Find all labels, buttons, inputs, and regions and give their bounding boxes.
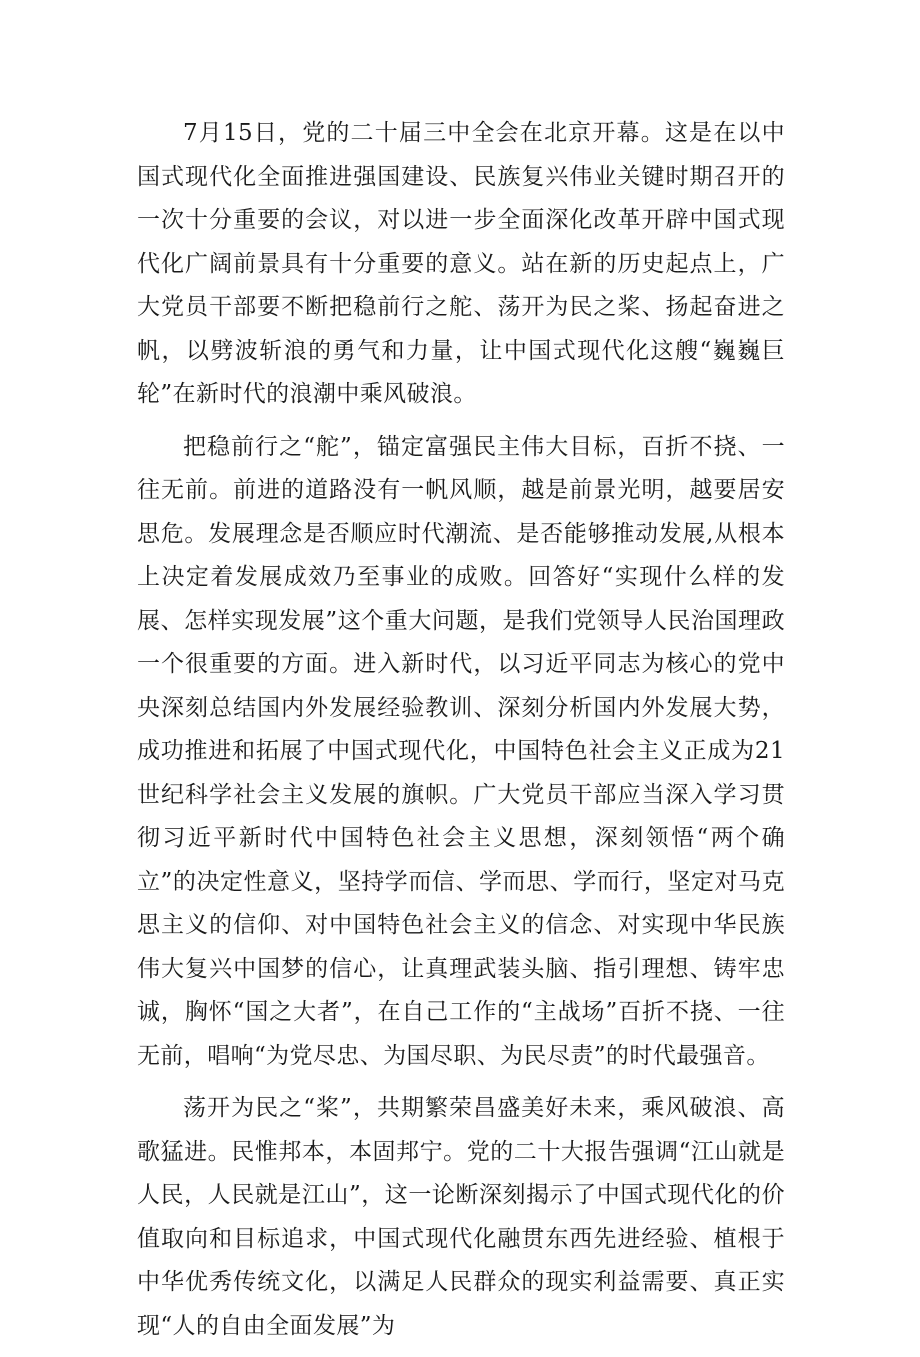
paragraph-3: 荡开为民之“桨”，共期繁荣昌盛美好未来，乘风破浪、高歌猛进。民惟邦本，本固邦宁。党的二十大报告强调“江山就是人民，人民就是江山”，这一论断深刻揭示了中国式现代化的价值取向和目标追求，中国式现代化融贯东西先进经验、植根于中华优秀传统文化，以满足人民群众的现实利益需要、真正实现“人的自由全面发展”为 <box>137 1095 785 1339</box>
paragraph-2: 把稳前行之“舵”，锚定富强民主伟大目标，百折不挠、一往无前。前进的道路没有一帆风顺，越是前景光明，越要居安思危。发展理念是否顺应时代潮流、是否能够推动发展,从根本上决定着发展成效乃至事业的成败。回答好“实现什么样的发展、怎样实现发展”这个重大问题，是我们党领导人民治国理政一个很重要的方面。进入新时代，以习近平同志为核心的党中央深刻总结国内外发展经验教训、深刻分析国内外发展大势，成功推进和拓展了中国式现代化，中国特色社会主义正成为21世纪科学社会主义发展的旗帜。广大党员干部应当深入学习贯彻习近平新时代中国特色社会主义思想，深刻领悟“两个确立”的决定性意义，坚持学而信、学而思、学而行，坚定对马克思主义的信仰、对中国特色社会主义的信念、对实现中华民族伟大复兴中国梦的信心，让真理武装头脑、指引理想、铸牢忠诚，胸怀“国之大者”，在自己工作的“主战场”百折不挠、一往无前，唱响“为党尽忠、为国尽职、为民尽责”的时代最强音。 <box>137 433 785 1069</box>
article-body <box>137 112 785 1357</box>
paragraph-1: 7月15日，党的二十届三中全会在北京开幕。这是在以中国式现代化全面推进强国建设、民族复兴伟业关键时期召开的一次十分重要的会议，对以进一步全面深化改革开辟中国式现代化广阔前景具有十分重要的意义。站在新的历史起点上，广大党员干部要不断把稳前行之舵、荡开为民之桨、扬起奋进之帆，以劈波斩浪的勇气和力量，让中国式现代化这艘“巍巍巨轮”在新时代的浪潮中乘风破浪。 <box>137 120 785 407</box>
